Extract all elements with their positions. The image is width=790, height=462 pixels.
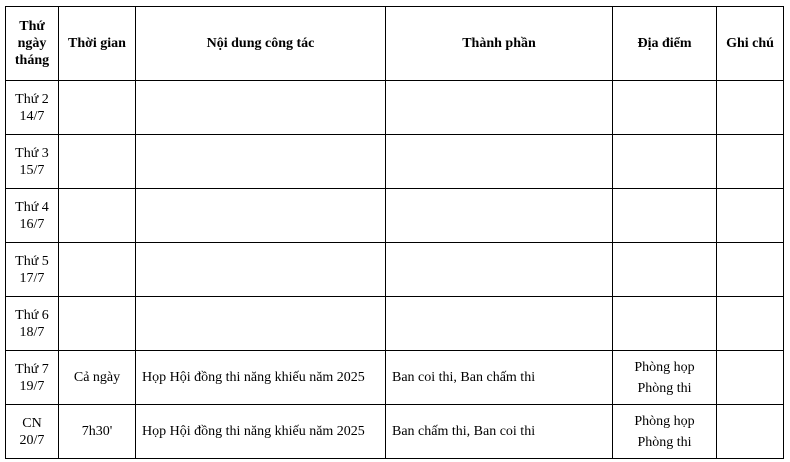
header-content: Nội dung công tác [136,7,386,81]
cell-time [59,189,136,243]
cell-note [717,189,784,243]
table-row [6,351,784,405]
cell-location [613,81,717,135]
cell-content: Họp Hội đồng thi năng khiếu năm 2025 [136,405,386,459]
header-day: Thứ ngày tháng [6,7,59,81]
cell-members: Ban coi thi, Ban chấm thi [386,351,613,405]
cell-content [136,81,386,135]
cell-note [717,297,784,351]
cell-location: Phòng họp Phòng thi [613,405,717,459]
table-row [6,135,784,189]
cell-location [613,297,717,351]
cell-day: Thứ 4 16/7 [6,189,59,243]
cell-members [386,81,613,135]
cell-members [386,297,613,351]
cell-day: Thứ 6 18/7 [6,297,59,351]
cell-members [386,189,613,243]
cell-day: Thứ 2 14/7 [6,81,59,135]
cell-content [136,135,386,189]
table-row [6,405,784,459]
cell-location: Phòng họp Phòng thi [613,351,717,405]
cell-location [613,135,717,189]
table-row [6,243,784,297]
cell-time: 7h30' [59,405,136,459]
header-location: Địa điểm [613,7,717,81]
cell-content: Họp Hội đồng thi năng khiếu năm 2025 [136,351,386,405]
cell-content [136,297,386,351]
cell-time [59,297,136,351]
cell-day: CN 20/7 [6,405,59,459]
cell-note [717,351,784,405]
work-schedule-table [5,6,784,459]
table-row [6,81,784,135]
cell-location [613,189,717,243]
cell-content [136,243,386,297]
cell-time [59,81,136,135]
cell-members [386,243,613,297]
cell-note [717,81,784,135]
header-time: Thời gian [59,7,136,81]
table-row [6,189,784,243]
cell-time: Cả ngày [59,351,136,405]
cell-members [386,135,613,189]
cell-members: Ban chấm thi, Ban coi thi [386,405,613,459]
cell-note [717,135,784,189]
header-note: Ghi chú [717,7,784,81]
cell-day: Thứ 5 17/7 [6,243,59,297]
cell-content [136,189,386,243]
cell-location [613,243,717,297]
schedule-container [5,6,784,459]
cell-time [59,243,136,297]
cell-time [59,135,136,189]
cell-note [717,405,784,459]
table-row [6,297,784,351]
cell-note [717,243,784,297]
cell-day: Thứ 3 15/7 [6,135,59,189]
cell-day: Thứ 7 19/7 [6,351,59,405]
header-members: Thành phần [386,7,613,81]
table-header-row [6,7,784,81]
